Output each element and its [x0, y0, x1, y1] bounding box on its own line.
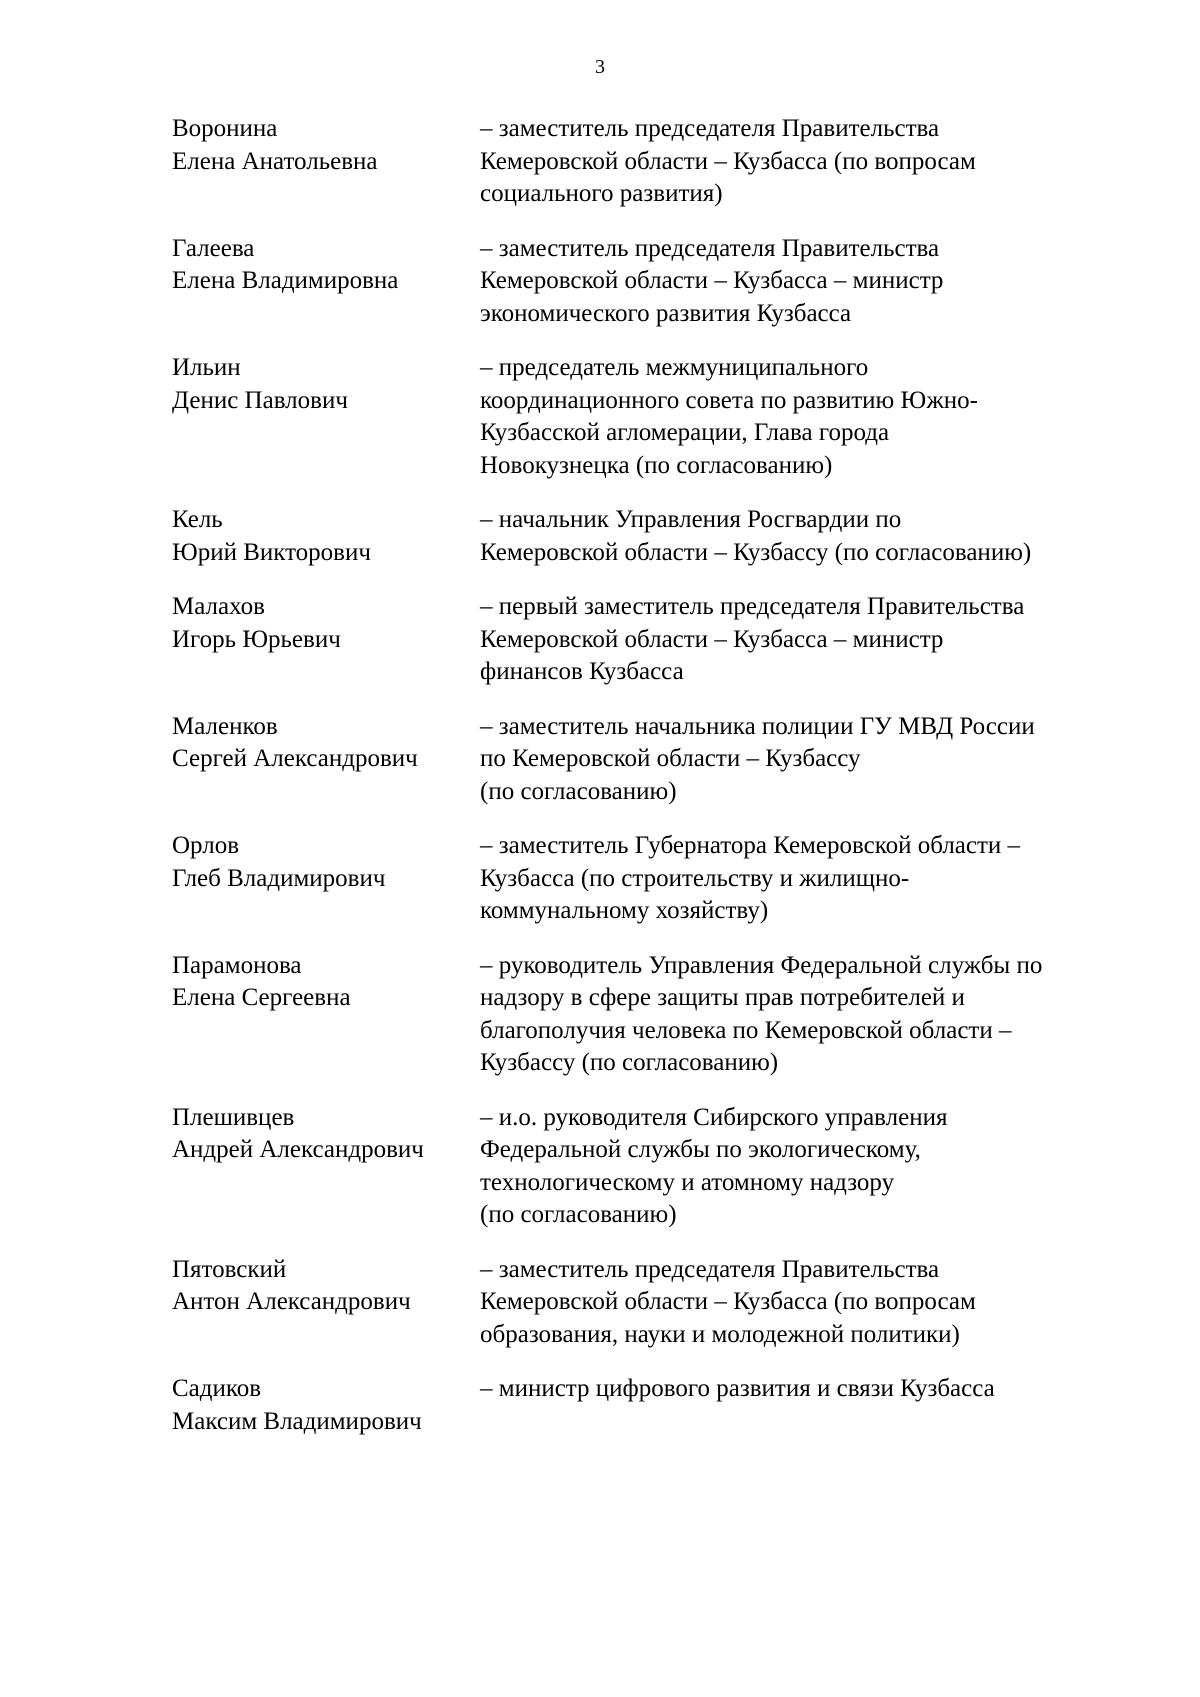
member-surname: Маленков	[172, 712, 278, 740]
member-role	[480, 950, 1132, 1080]
member-entry	[172, 233, 1132, 331]
member-role	[480, 1102, 1132, 1232]
member-surname: Пятовский	[172, 1255, 287, 1283]
member-role-line: Новокузнецка (по согласованию)	[480, 451, 833, 479]
member-role	[480, 1373, 1132, 1438]
member-role-line: Федеральной службы по экологическому,	[480, 1136, 921, 1163]
member-surname: Садиков	[172, 1375, 262, 1402]
member-role-line: благополучия человека по Кемеровской области –	[480, 1016, 1012, 1044]
member-given-names: Антон Александрович	[172, 1288, 411, 1315]
member-role	[480, 830, 1132, 928]
member-role-line: социального развития)	[480, 180, 723, 207]
member-role	[480, 1254, 1132, 1352]
member-entry	[172, 830, 1132, 928]
member-role	[480, 711, 1132, 809]
member-role-line: Кемеровской области – Кузбасса (по вопросам	[480, 147, 976, 175]
member-role-line: Кузбасса (по строительству и жилищно-	[480, 864, 910, 892]
member-entry	[172, 711, 1132, 809]
member-role-line: образования, науки и молодежной политики)	[480, 1320, 960, 1348]
member-role-line: – министр цифрового развития и связи Кузбасса	[480, 1375, 995, 1402]
member-entry	[172, 352, 1132, 482]
member-role-line: экономического развития Кузбасса	[480, 299, 852, 327]
member-name	[172, 591, 480, 689]
member-name	[172, 1373, 480, 1438]
members-list	[172, 113, 1132, 1460]
member-role	[480, 504, 1132, 569]
member-entry	[172, 591, 1132, 689]
member-role	[480, 352, 1132, 482]
member-role-line: – начальник Управления Росгвардии по	[480, 506, 902, 533]
member-given-names: Андрей Александрович	[172, 1136, 424, 1163]
member-given-names: Игорь Юрьевич	[172, 625, 341, 653]
member-surname: Плешивцев	[172, 1103, 295, 1131]
member-name	[172, 1254, 480, 1352]
member-surname: Орлов	[172, 832, 240, 859]
member-role-line: – заместитель председателя Правительства	[480, 1255, 940, 1283]
member-role	[480, 591, 1132, 689]
member-role-line: Кемеровской области – Кузбасса – министр	[480, 267, 944, 294]
member-name	[172, 711, 480, 809]
member-surname: Парамонова	[172, 951, 302, 979]
member-role-line: по Кемеровской области – Кузбассу	[480, 745, 861, 772]
member-role-line: (по согласованию)	[480, 1201, 677, 1228]
member-role-line: Кемеровской области – Кузбасса (по вопросам	[480, 1288, 976, 1315]
member-entry	[172, 1373, 1132, 1438]
member-role-line: – заместитель Губернатора Кемеровской области –	[480, 832, 1021, 859]
member-role-line: (по согласованию)	[480, 777, 677, 805]
member-role-line: надзору в сфере защиты прав потребителей и	[480, 984, 965, 1011]
member-role-line: – заместитель председателя Правительства	[480, 234, 940, 262]
member-role-line: – заместитель председателя Правительства	[480, 115, 940, 142]
member-name	[172, 950, 480, 1080]
member-given-names: Денис Павлович	[172, 386, 348, 414]
page-number: 3	[595, 56, 605, 78]
member-surname: Ильин	[172, 354, 241, 381]
member-role-line: Кузбассу (по согласованию)	[480, 1049, 779, 1076]
member-given-names: Елена Сергеевна	[172, 984, 351, 1011]
member-role	[480, 113, 1132, 211]
member-name	[172, 1102, 480, 1232]
member-entry	[172, 1254, 1132, 1352]
member-name	[172, 830, 480, 928]
member-role-line: – руководитель Управления Федеральной службы по	[480, 951, 1043, 979]
member-entry	[172, 950, 1132, 1080]
member-given-names: Юрий Викторович	[172, 538, 371, 566]
member-role-line: Кузбасской агломерации, Глава города	[480, 419, 890, 446]
member-role-line: – первый заместитель председателя Правительства	[480, 593, 1025, 620]
member-surname: Малахов	[172, 593, 265, 620]
member-role-line: координационного совета по развитию Южно-	[480, 386, 978, 414]
member-role-line: – и.о. руководителя Сибирского управления	[480, 1103, 948, 1131]
member-given-names: Елена Анатольевна	[172, 147, 378, 175]
member-entry	[172, 113, 1132, 211]
member-role-line: финансов Кузбасса	[480, 658, 684, 685]
member-role-line: Кемеровской области – Кузбасса – министр	[480, 625, 944, 653]
member-role-line: Кемеровской области – Кузбассу (по согласованию)	[480, 538, 1032, 566]
member-role-line: технологическому и атомному надзору	[480, 1168, 895, 1196]
member-name	[172, 504, 480, 569]
member-entry	[172, 1102, 1132, 1232]
member-given-names: Максим Владимирович	[172, 1407, 422, 1435]
member-role-line: – председатель межмуниципального	[480, 354, 869, 381]
member-role	[480, 233, 1132, 331]
member-surname: Галеева	[172, 234, 255, 262]
member-given-names: Глеб Владимирович	[172, 864, 386, 892]
member-surname: Кель	[172, 506, 223, 533]
member-name	[172, 352, 480, 482]
member-given-names: Сергей Александрович	[172, 745, 418, 772]
member-role-line: – заместитель начальника полиции ГУ МВД России	[480, 712, 1035, 740]
member-name	[172, 233, 480, 331]
member-name	[172, 113, 480, 211]
member-entry	[172, 504, 1132, 569]
member-given-names: Елена Владимировна	[172, 267, 399, 294]
member-role-line: коммунальному хозяйству)	[480, 897, 769, 924]
member-surname: Воронина	[172, 115, 278, 142]
